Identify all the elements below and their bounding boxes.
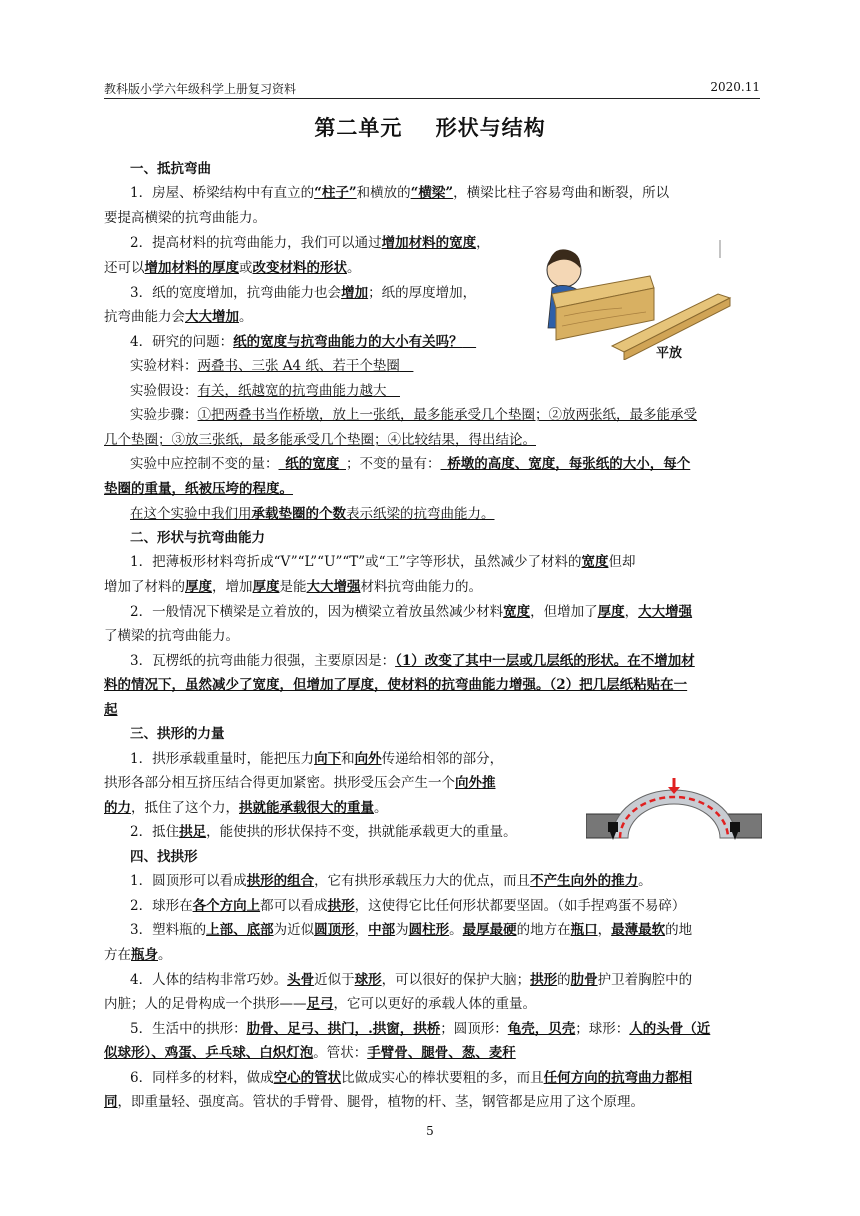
beam-illustration xyxy=(542,236,742,360)
header-left-text: 教科版小学六年级科学上册复习资料 xyxy=(104,82,297,96)
unit-title: 第二单元 形状与结构 xyxy=(314,116,546,140)
s3-p2: 2．抵住拱足，能使拱的形状保持不变，拱就能承载更大的重量。 xyxy=(130,824,517,840)
s1-p3-line2: 抗弯曲能力会大大增加。 xyxy=(104,309,253,325)
s1-steps-line2: 几个垫圈；③放三张纸，最多能承受几个垫圈；④比较结果，得出结论。 xyxy=(104,432,536,448)
s1-p2-line1: 2．提高材料的抗弯曲能力，我们可以通过增加材料的宽度， xyxy=(130,235,490,251)
s2-p1-line2: 增加了材料的厚度，增加厚度是能大大增强材料抗弯曲能力的。 xyxy=(104,579,482,595)
s1-p1-line1: 1．房屋、桥梁结构中有直立的“柱子”和横放的“横梁”，横梁比柱子容易弯曲和断裂，所以 xyxy=(130,185,670,201)
s2-p3-line2: 料的情况下，虽然减少了宽度，但增加了厚度，使材料的抗弯曲能力增强。（2）把几层纸粘贴在一 xyxy=(104,677,688,693)
s2-p2-line2: 了横梁的抗弯曲能力。 xyxy=(104,628,239,644)
s3-p1-line1: 1．拱形承载重量时，能把压力向下和向外传递给相邻的部分， xyxy=(130,751,504,767)
page-header xyxy=(104,80,760,99)
arch-figure xyxy=(586,778,762,844)
header-date: 2020.11 xyxy=(710,80,760,94)
s1-controls-line2: 垫圈的重量，纸被压垮的程度。 xyxy=(104,481,293,497)
s1-p4-question: 4．研究的问题：纸的宽度与抗弯曲能力的大小有关吗？ xyxy=(130,334,463,350)
s4-p6-line1: 6．同样多的材料，做成空心的管状比做成实心的棒状要粗的多，而且任何方向的抗弯曲力都相 xyxy=(130,1070,693,1086)
s1-p3-line1: 3．纸的宽度增加，抗弯曲能力也会增加；纸的厚度增加， xyxy=(130,285,477,301)
s4-p2: 2．球形在各个方向上都可以看成拱形，这使得它比任何形状都要坚固。（如手捏鸡蛋不易碎） xyxy=(130,898,686,914)
s4-p5-line2: 似球形）、鸡蛋、乒乓球、白炽灯泡。管状：手臂骨、腿骨、葱、麦秆 xyxy=(104,1045,516,1061)
s1-controls-line1: 实验中应控制不变的量： 纸的宽度 ；不变的量有： 桥墩的高度、宽度，每张纸的大小，每个 xyxy=(130,456,691,472)
s3-p1-line2: 拱形各部分相互挤压结合得更加紧密。拱形受压会产生一个向外推 xyxy=(104,775,496,791)
s1-p2-line2: 还可以增加材料的厚度或改变材料的形状。 xyxy=(104,260,361,276)
s4-p5-line1: 5．生活中的拱形：肋骨、足弓、拱门，.拱窗，拱桥；圆顶形：龟壳，贝壳；球形：人的头骨（近 xyxy=(130,1021,711,1037)
s2-p1-line1: 1．把薄板形材料弯折成“V”“L”“U”“T”或“工”字等形状，虽然减少了材料的宽度但却 xyxy=(130,554,636,570)
s4-p3-line2: 方在瓶身。 xyxy=(104,947,172,963)
s3-p1-line3: 的力，抵住了这个力，拱就能承载很大的重量。 xyxy=(104,800,388,816)
s1-measure: 在这个实验中我们用承载垫圈的个数表示纸梁的抗弯曲能力。 xyxy=(130,506,495,522)
s1-p1-line2: 要提高横梁的抗弯曲能力。 xyxy=(104,210,266,226)
flat-beam-figure xyxy=(542,236,742,360)
s1-hypothesis: 实验假设：有关，纸越宽的抗弯曲能力越大 xyxy=(130,383,387,399)
arch-illustration xyxy=(586,778,762,844)
section-3-heading: 三、拱形的力量 xyxy=(130,726,225,742)
s4-p4-line1: 4．人体的结构非常巧妙。头骨近似于球形，可以很好的保护大脑；拱形的肋骨护卫着胸腔中的 xyxy=(130,972,693,988)
page-number: 5 xyxy=(426,1124,434,1138)
figure-label-flat: 平放 xyxy=(656,346,683,361)
s4-p4-line2: 内脏；人的足骨构成一个拱形——足弓，它可以更好的承载人体的重量。 xyxy=(104,996,536,1012)
s1-materials: 实验材料：两叠书、三张 A4 纸、若干个垫圈 xyxy=(130,358,400,374)
section-4-heading: 四、找拱形 xyxy=(130,849,198,865)
section-1-heading: 一、抵抗弯曲 xyxy=(130,161,211,177)
s2-p2-line1: 2．一般情况下横梁是立着放的，因为横梁立着放虽然减少材料宽度，但增加了厚度，大大增强 xyxy=(130,604,693,620)
s4-p3-line1: 3．塑料瓶的上部、底部为近似圆顶形，中部为圆柱形。最厚最硬的地方在瓶口，最薄最软的地 xyxy=(130,922,693,938)
s4-p6-line2: 同，即重量轻、强度高。管状的手臂骨、腿骨，植物的杆、茎，钢管都是应用了这个原理。 xyxy=(104,1094,644,1110)
section-2-heading: 二、形状与抗弯曲能力 xyxy=(130,530,265,546)
s2-p3-line1: 3．瓦楞纸的抗弯曲能力很强，主要原因是：（1）改变了其中一层或几层纸的形状。在不增加材 xyxy=(130,653,695,669)
s4-p1: 1．圆顶形可以看成拱形的组合，它有拱形承载压力大的优点，而且不产生向外的推力。 xyxy=(130,873,652,889)
s2-p3-line3: 起 xyxy=(104,702,118,718)
s1-steps-line1: 实验步骤：①把两叠书当作桥墩，放上一张纸，最多能承受几个垫圈；②放两张纸，最多能承受 xyxy=(130,407,697,423)
